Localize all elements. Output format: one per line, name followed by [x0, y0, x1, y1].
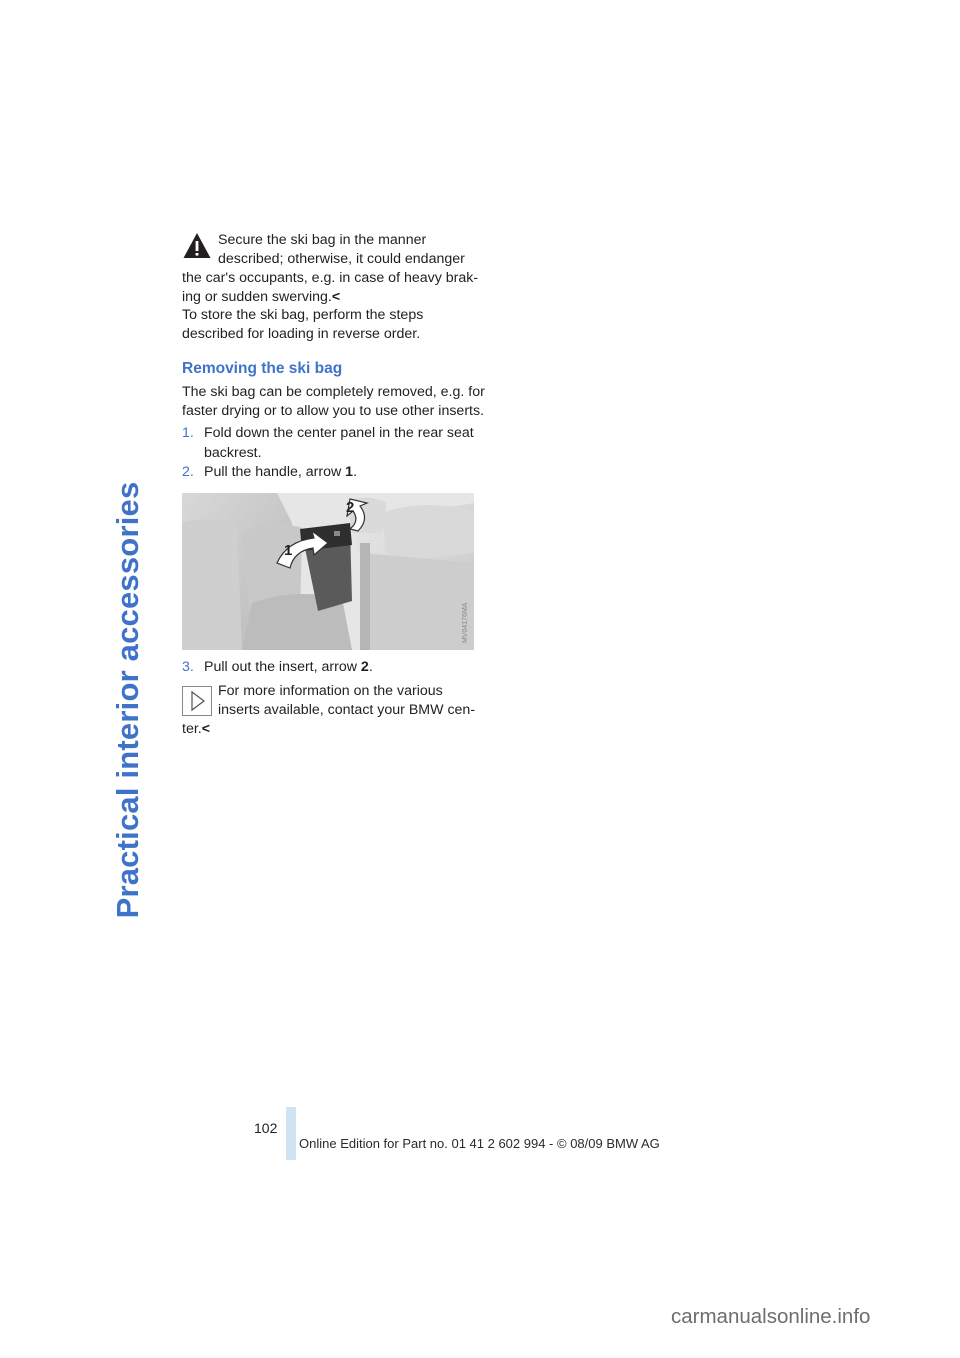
warning-line-3: the car's occupants, e.g. in case of heavy brak-: [182, 270, 479, 286]
section-title-text: Practical interior accessories: [110, 481, 145, 919]
warning-line-1: Secure the ski bag in the manner: [218, 232, 427, 248]
arrow-ref: 2: [360, 659, 369, 675]
step-1-line-2: backrest.: [204, 444, 262, 461]
note-icon: [182, 686, 212, 716]
page-number: 102: [254, 1120, 278, 1136]
step-1-line-1: Fold down the center panel in the rear seat: [204, 425, 474, 441]
step-text: [204, 424, 474, 463]
note-line-3-text: ter.: [182, 721, 202, 737]
ski-bag-figure: [182, 493, 474, 650]
note-line-1: For more information on the various: [218, 683, 443, 699]
end-mark: <: [331, 289, 341, 305]
store-text-line-2: described for loading in reverse order.: [182, 326, 421, 342]
figure-code: MV04176MA: [462, 602, 469, 643]
step-2: [182, 463, 357, 483]
intro-line-1: The ski bag can be completely removed, e.g. for: [182, 384, 485, 400]
step-number: 2.: [182, 464, 194, 480]
step-2-text: Pull the handle, arrow: [204, 464, 346, 480]
watermark[interactable]: carmanualsonline.info: [671, 1305, 871, 1328]
warning-icon: [182, 231, 212, 261]
section-heading: Removing the ski bag: [182, 360, 343, 377]
step-3-after: .: [368, 659, 373, 675]
ski-bag-illustration: [182, 493, 474, 650]
warning-line-4: [182, 288, 340, 308]
step-3: [182, 658, 373, 678]
store-text-line-1: To store the ski bag, perform the steps: [182, 307, 424, 323]
warning-line-2: described; otherwise, it could endanger: [218, 251, 465, 267]
note-line-3: [182, 720, 210, 740]
footer-text: Online Edition for Part no. 01 41 2 602 994 - © 08/09 BMW AG: [299, 1136, 660, 1151]
intro-line-2: faster drying or to allow you to use other inserts.: [182, 403, 485, 419]
footer-bar: [286, 1107, 296, 1160]
arrow-ref: 1: [345, 464, 354, 480]
step-number: 3.: [182, 659, 194, 675]
warning-line-4-text: ing or sudden swerving.: [182, 289, 332, 305]
arrow-label-1: 1: [284, 542, 293, 559]
step-number: 1.: [182, 425, 194, 441]
note-line-2: inserts available, contact your BMW cen-: [218, 702, 476, 718]
step-2-after: .: [353, 464, 358, 480]
step-1: [182, 424, 474, 463]
arrow-label-2: 2: [346, 499, 355, 516]
end-mark: <: [201, 721, 211, 737]
step-3-text: Pull out the insert, arrow: [204, 659, 361, 675]
